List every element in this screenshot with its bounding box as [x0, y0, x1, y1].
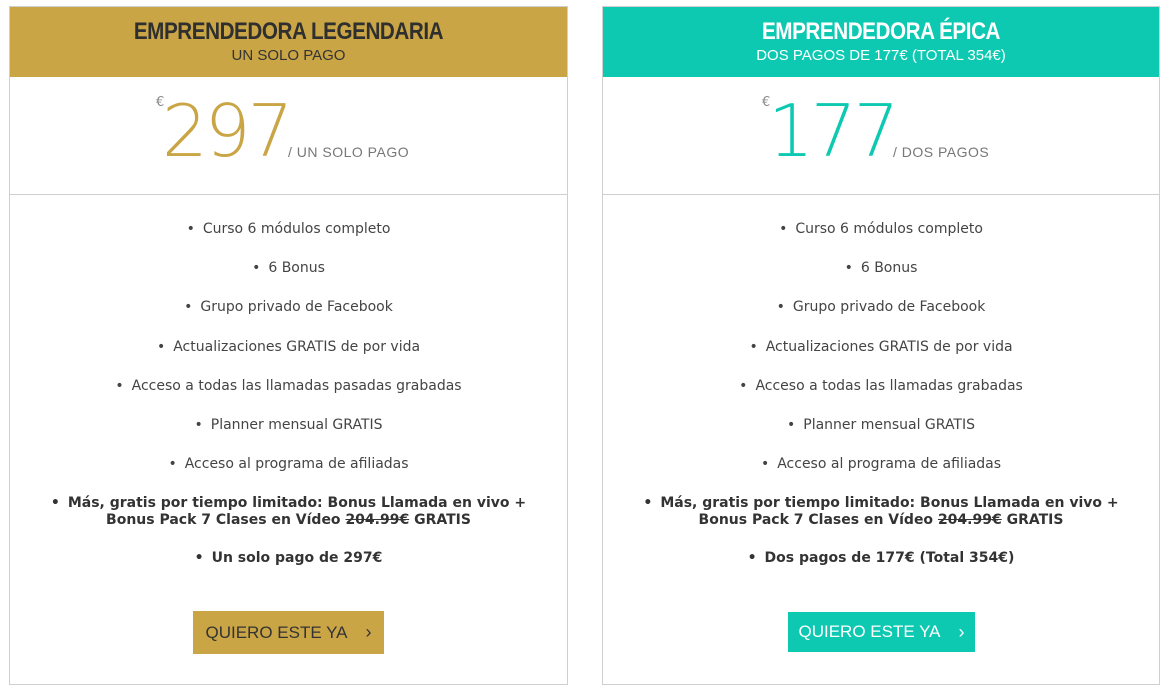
plan-header — [603, 7, 1159, 77]
promo-feature: • Más, gratis por tiempo limitado: Bonus Llamada en vivo + Bonus Pack 7 Clases en Vídeo 204.99€ GRATIS — [643, 495, 1119, 529]
price-period: / DOS PAGOS — [893, 144, 990, 160]
feature-item: • Planner mensual GRATIS — [786, 416, 976, 433]
pricing-card-legendaria — [9, 6, 568, 685]
price-period: / UN SOLO PAGO — [288, 144, 410, 160]
payment-note: • Dos pagos de 177€ (Total 354€) — [747, 550, 1015, 567]
feature-item: • Planner mensual GRATIS — [194, 416, 383, 433]
button-label: QUIERO ESTE YA — [798, 622, 941, 641]
feature-list — [10, 221, 567, 590]
feature-item: • Actualizaciones GRATIS de por vida — [156, 338, 421, 355]
price-block — [10, 77, 567, 195]
feature-item: • Curso 6 módulos completo — [779, 221, 983, 237]
plan-header — [10, 7, 567, 77]
price-amount: 177 — [768, 89, 897, 173]
buy-button-epica[interactable] — [788, 612, 975, 652]
chevron-right-icon: › — [365, 622, 372, 642]
strikethrough-price: 204.99€ — [937, 512, 1002, 529]
currency-symbol: € — [762, 95, 771, 110]
plan-subtitle: DOS PAGOS DE 177€ (TOTAL 354€) — [756, 47, 1006, 64]
chevron-right-icon: › — [958, 621, 965, 642]
button-label: QUIERO ESTE YA — [205, 622, 348, 642]
plan-title: EMPRENDEDORA LEGENDARIA — [133, 18, 444, 45]
feature-item: • Acceso a todas las llamadas pasadas grabadas — [115, 377, 462, 394]
strikethrough-price: 204.99€ — [345, 512, 410, 529]
price-amount: 297 — [162, 89, 291, 173]
feature-item: • Actualizaciones GRATIS de por vida — [749, 338, 1013, 355]
feature-item: • Acceso a todas las llamadas grabadas — [739, 377, 1023, 394]
feature-item: • Acceso al programa de afiliadas — [168, 456, 409, 473]
feature-item: • 6 Bonus — [844, 260, 918, 277]
price-block — [603, 77, 1159, 195]
feature-item: • Acceso al programa de afiliadas — [760, 456, 1002, 473]
feature-item: • Curso 6 módulos completo — [186, 221, 391, 237]
pricing-card-epica — [602, 6, 1160, 685]
feature-list — [603, 221, 1159, 590]
feature-item: • Grupo privado de Facebook — [776, 299, 986, 316]
promo-feature: • Más, gratis por tiempo limitado: Bonus Llamada en vivo + Bonus Pack 7 Clases en Vídeo 204.99€ GRATIS — [50, 495, 527, 529]
payment-note: • Un solo pago de 297€ — [194, 550, 383, 567]
buy-button-legendaria[interactable] — [193, 611, 384, 654]
feature-item: • 6 Bonus — [252, 260, 325, 277]
plan-title: EMPRENDEDORA ÉPICA — [761, 18, 1001, 45]
feature-item: • Grupo privado de Facebook — [184, 299, 393, 316]
currency-symbol: € — [156, 95, 165, 110]
plan-subtitle: UN SOLO PAGO — [231, 47, 346, 64]
